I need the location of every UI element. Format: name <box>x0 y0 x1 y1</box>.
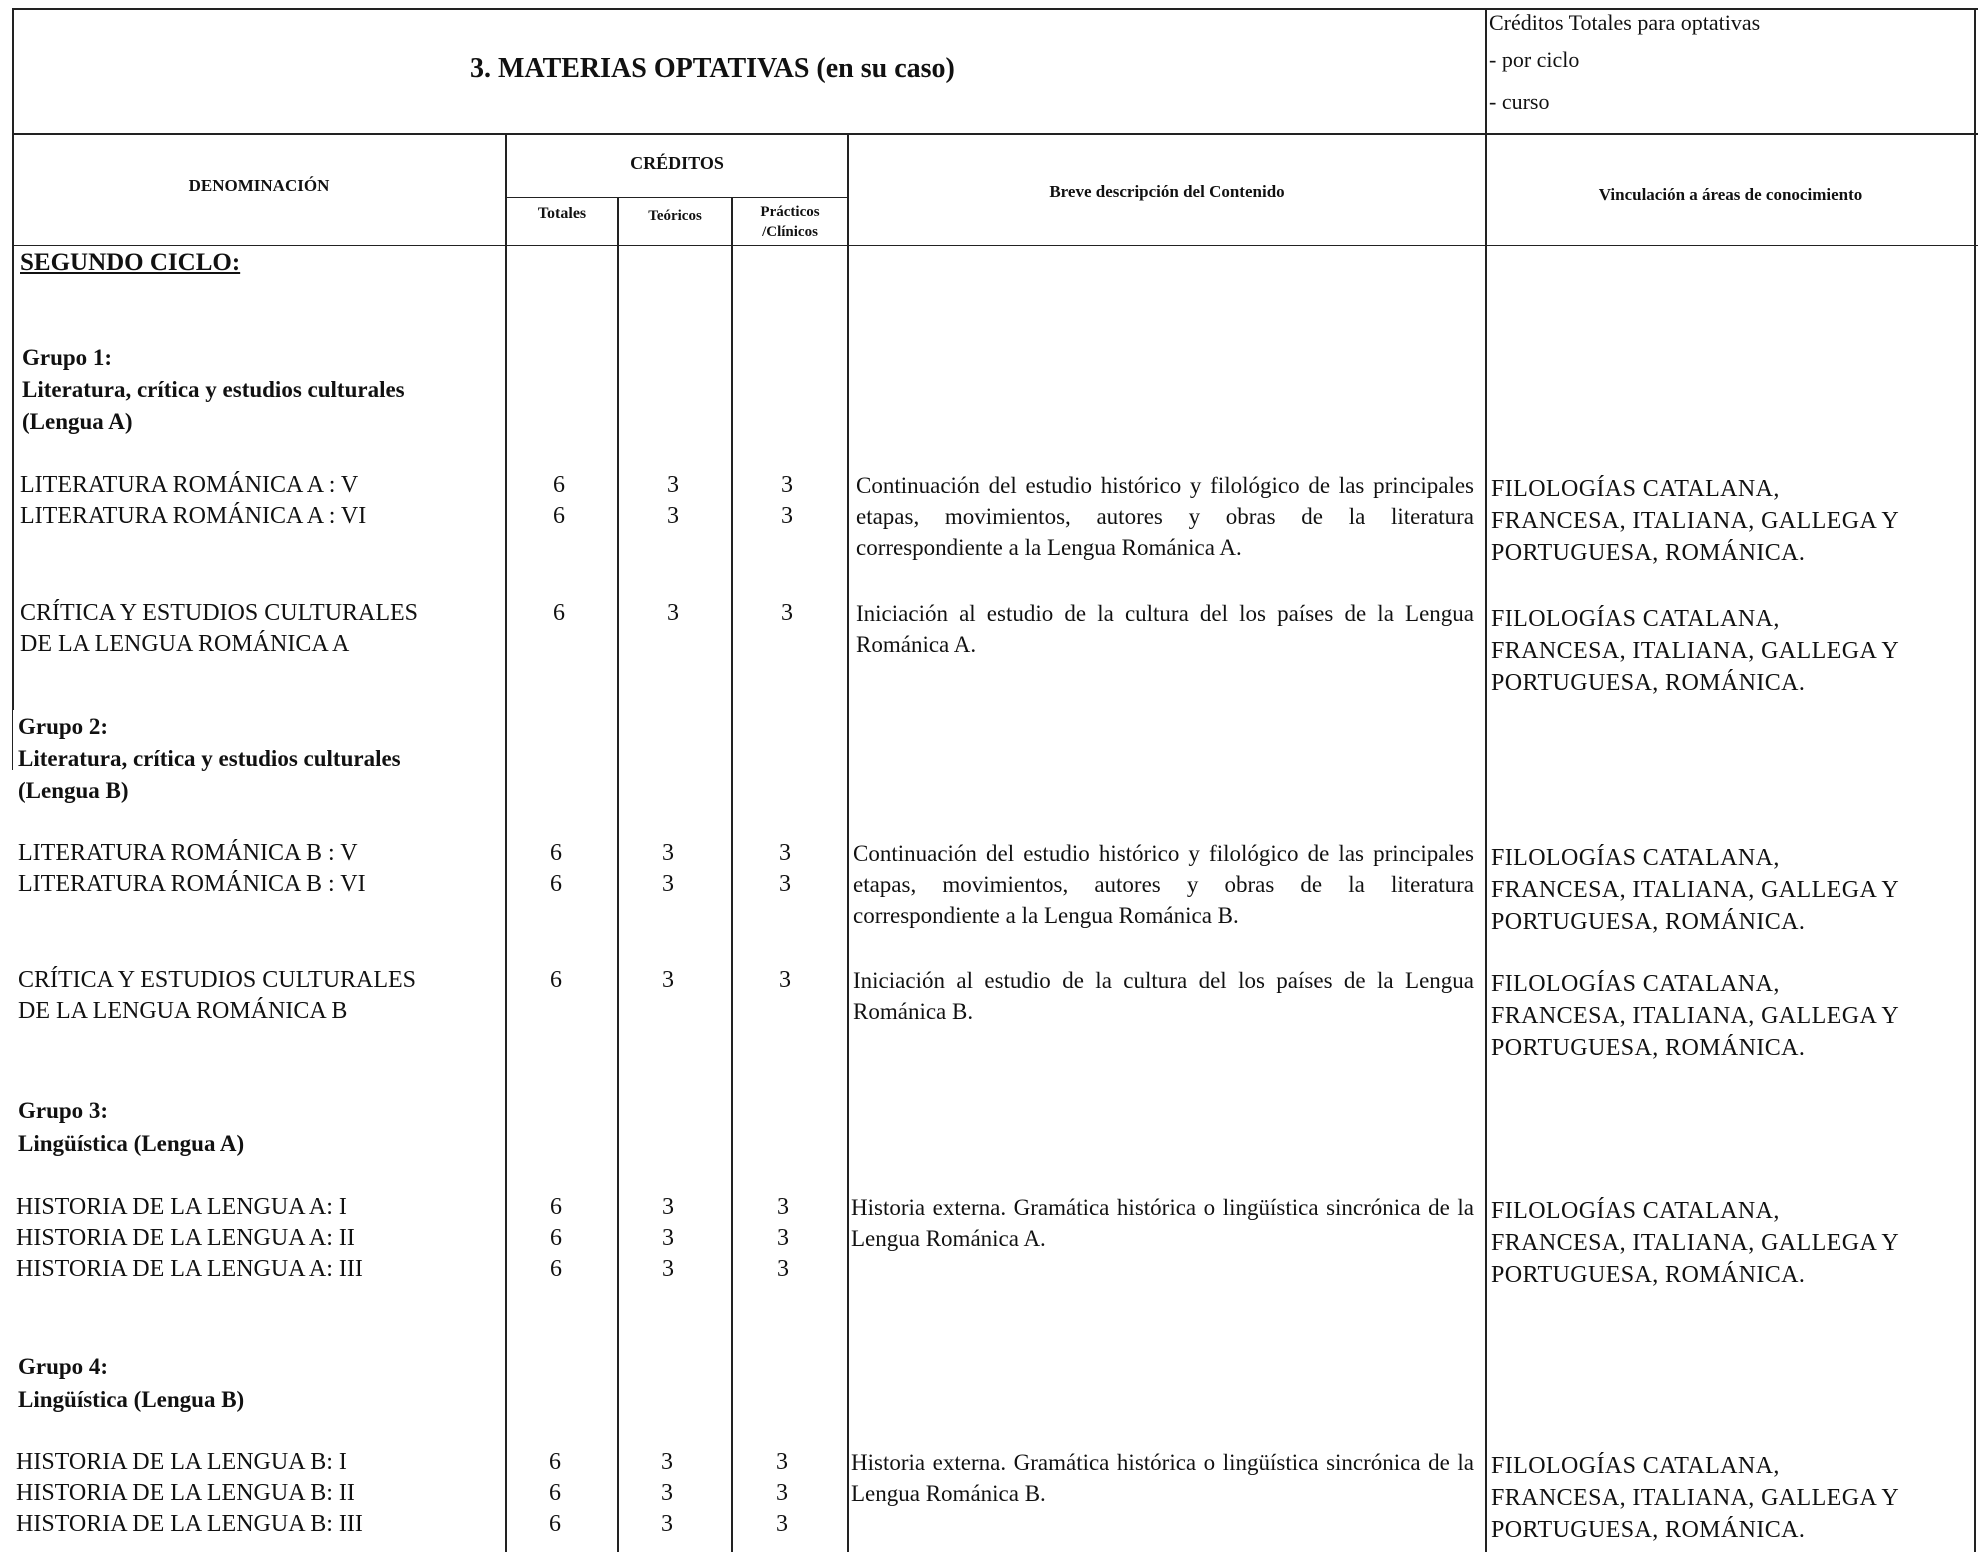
subject-totales: 6 <box>550 1194 562 1220</box>
subject-totales: 6 <box>550 1225 562 1251</box>
subject-totales: 6 <box>553 600 565 626</box>
subject-totales: 6 <box>549 1511 561 1537</box>
col-header-totales: Totales <box>537 205 587 222</box>
subject-area-line: PORTUGUESA, ROMÁNICA. <box>1491 1262 1806 1288</box>
subject-totales: 6 <box>549 1449 561 1475</box>
col-divider-practicos <box>847 134 849 1552</box>
subject-name: HISTORIA DE LA LENGUA A: III <box>16 1256 363 1282</box>
col-divider-denominacion <box>505 134 507 1552</box>
subject-practicos: 3 <box>779 840 791 866</box>
col-header-teoricos: Teóricos <box>648 208 702 224</box>
subject-totales: 6 <box>550 1256 562 1282</box>
subject-name: CRÍTICA Y ESTUDIOS CULTURALES <box>20 600 419 626</box>
subject-totales: 6 <box>553 503 565 529</box>
subject-teoricos: 3 <box>662 1256 674 1282</box>
subject-teoricos: 3 <box>662 840 674 866</box>
subject-teoricos: 3 <box>662 967 674 993</box>
subject-description: Historia externa. Gramática histórica o lingüística sincrónica de la Lengua Románica B. <box>851 1450 1474 1506</box>
header-bottom-rule <box>12 133 1978 135</box>
subject-description: Continuación del estudio histórico y filológico de las principales etapas, movimientos, autores y obras de la literatura correspondiente a la Lengua Románica B. <box>853 841 1474 928</box>
subject-practicos: 3 <box>777 1225 789 1251</box>
subject-totales: 6 <box>550 871 562 897</box>
column-header-bottom-rule <box>12 245 1978 246</box>
subject-practicos: 3 <box>777 1194 789 1220</box>
subject-practicos: 3 <box>779 967 791 993</box>
subject-area-line: PORTUGUESA, ROMÁNICA. <box>1491 909 1806 935</box>
subject-area-line: PORTUGUESA, ROMÁNICA. <box>1491 1035 1806 1061</box>
subject-teoricos: 3 <box>661 1449 673 1475</box>
subject-teoricos: 3 <box>661 1511 673 1537</box>
group-4-title-line-2: Lingüística (Lengua B) <box>18 1387 245 1412</box>
credits-subheader-rule <box>505 197 848 198</box>
optativas-meta-line-1: Créditos Totales para optativas <box>1489 10 1761 35</box>
subject-name: CRÍTICA Y ESTUDIOS CULTURALES <box>18 967 417 993</box>
page-title: 3. MATERIAS OPTATIVAS (en su caso) <box>470 53 955 84</box>
left-border-bottom <box>12 710 13 770</box>
subject-area-line: PORTUGUESA, ROMÁNICA. <box>1491 540 1806 566</box>
col-divider-totales <box>617 197 619 1552</box>
subject-practicos: 3 <box>777 1256 789 1282</box>
subject-name: LITERATURA ROMÁNICA B : V <box>18 840 358 866</box>
col-header-creditos: CRÉDITOS <box>630 153 724 173</box>
col-header-denominacion: DENOMINACIÓN <box>188 176 330 195</box>
subject-area-line: FILOLOGÍAS CATALANA, <box>1491 1453 1780 1479</box>
subject-name: DE LA LENGUA ROMÁNICA A <box>20 631 350 657</box>
subject-area-line: FRANCESA, ITALIANA, GALLEGA Y <box>1491 1485 1900 1511</box>
subject-totales: 6 <box>549 1480 561 1506</box>
group-2-title-line-2: Literatura, crítica y estudios culturales <box>18 746 401 771</box>
group-1-title-line-3: (Lengua A) <box>22 409 133 434</box>
subject-area-line: PORTUGUESA, ROMÁNICA. <box>1491 670 1806 696</box>
subject-practicos: 3 <box>781 472 793 498</box>
subject-teoricos: 3 <box>662 1194 674 1220</box>
subject-description: Continuación del estudio histórico y filológico de las principales etapas, movimientos, autores y obras de la literatura correspondiente a la Lengua Románica A. <box>856 473 1474 560</box>
subject-practicos: 3 <box>776 1511 788 1537</box>
subject-area-line: FRANCESA, ITALIANA, GALLEGA Y <box>1491 508 1900 534</box>
subject-name: DE LA LENGUA ROMÁNICA B <box>18 998 348 1024</box>
group-1-title-line-1: Grupo 1: <box>22 345 113 370</box>
group-2-title-line-1: Grupo 2: <box>18 714 109 739</box>
subject-name: LITERATURA ROMÁNICA A : V <box>20 472 359 498</box>
subject-area-line: FILOLOGÍAS CATALANA, <box>1491 1198 1780 1224</box>
subject-totales: 6 <box>550 967 562 993</box>
cycle-heading: SEGUNDO CICLO: <box>20 249 241 276</box>
subject-totales: 6 <box>550 840 562 866</box>
subject-teoricos: 3 <box>661 1480 673 1506</box>
group-3-title-line-2: Lingüística (Lengua A) <box>18 1131 245 1156</box>
subject-name: LITERATURA ROMÁNICA A : VI <box>20 503 367 529</box>
subject-area-line: FILOLOGÍAS CATALANA, <box>1491 606 1780 632</box>
group-4-title-line-1: Grupo 4: <box>18 1354 109 1379</box>
subject-area-line: FRANCESA, ITALIANA, GALLEGA Y <box>1491 638 1900 664</box>
subject-teoricos: 3 <box>662 1225 674 1251</box>
subject-practicos: 3 <box>781 600 793 626</box>
left-border <box>12 8 14 246</box>
group-1-title-line-2: Literatura, crítica y estudios culturales <box>22 377 405 402</box>
subject-name: HISTORIA DE LA LENGUA B: II <box>16 1480 355 1506</box>
group-3-title-line-1: Grupo 3: <box>18 1098 109 1123</box>
subject-teoricos: 3 <box>667 503 679 529</box>
subject-teoricos: 3 <box>667 472 679 498</box>
subject-totales: 6 <box>553 472 565 498</box>
subject-practicos: 3 <box>776 1480 788 1506</box>
subject-description: Historia externa. Gramática histórica o lingüística sincrónica de la Lengua Románica A. <box>851 1195 1474 1251</box>
col-header-descripcion: Breve descripción del Contenido <box>1049 182 1285 201</box>
col-header-practicos-line-1: Prácticos <box>760 204 820 220</box>
left-border-lower <box>12 245 14 710</box>
col-divider-descripcion <box>1485 8 1487 1552</box>
subject-description: Iniciación al estudio de la cultura del los países de la Lengua Románica B. <box>853 968 1474 1024</box>
subject-name: HISTORIA DE LA LENGUA B: I <box>16 1449 347 1475</box>
right-border <box>1974 8 1976 1552</box>
subject-area-line: PORTUGUESA, ROMÁNICA. <box>1491 1517 1806 1543</box>
subject-area-line: FILOLOGÍAS CATALANA, <box>1491 971 1780 997</box>
subject-area-line: FRANCESA, ITALIANA, GALLEGA Y <box>1491 1003 1900 1029</box>
subject-description: Iniciación al estudio de la cultura del los países de la Lengua Románica A. <box>856 601 1474 657</box>
subject-practicos: 3 <box>776 1449 788 1475</box>
subject-name: LITERATURA ROMÁNICA B : VI <box>18 871 366 897</box>
subject-name: HISTORIA DE LA LENGUA A: II <box>16 1225 355 1251</box>
subject-practicos: 3 <box>779 871 791 897</box>
subject-area-line: FRANCESA, ITALIANA, GALLEGA Y <box>1491 1230 1900 1256</box>
col-divider-teoricos <box>731 197 733 1552</box>
subject-area-line: FILOLOGÍAS CATALANA, <box>1491 845 1780 871</box>
subject-area-line: FRANCESA, ITALIANA, GALLEGA Y <box>1491 877 1900 903</box>
subject-teoricos: 3 <box>667 600 679 626</box>
subject-practicos: 3 <box>781 503 793 529</box>
subject-name: HISTORIA DE LA LENGUA A: I <box>16 1194 347 1220</box>
group-2-title-line-3: (Lengua B) <box>18 778 129 803</box>
col-header-vinculacion: Vinculación a áreas de conocimiento <box>1598 185 1863 204</box>
optativas-meta-line-3: - curso <box>1489 89 1550 114</box>
subject-area-line: FILOLOGÍAS CATALANA, <box>1491 476 1780 502</box>
subject-teoricos: 3 <box>662 871 674 897</box>
subject-name: HISTORIA DE LA LENGUA B: III <box>16 1511 363 1537</box>
optativas-meta-line-2: - por ciclo <box>1489 47 1580 72</box>
col-header-practicos-line-2: /Clínicos <box>762 224 818 240</box>
